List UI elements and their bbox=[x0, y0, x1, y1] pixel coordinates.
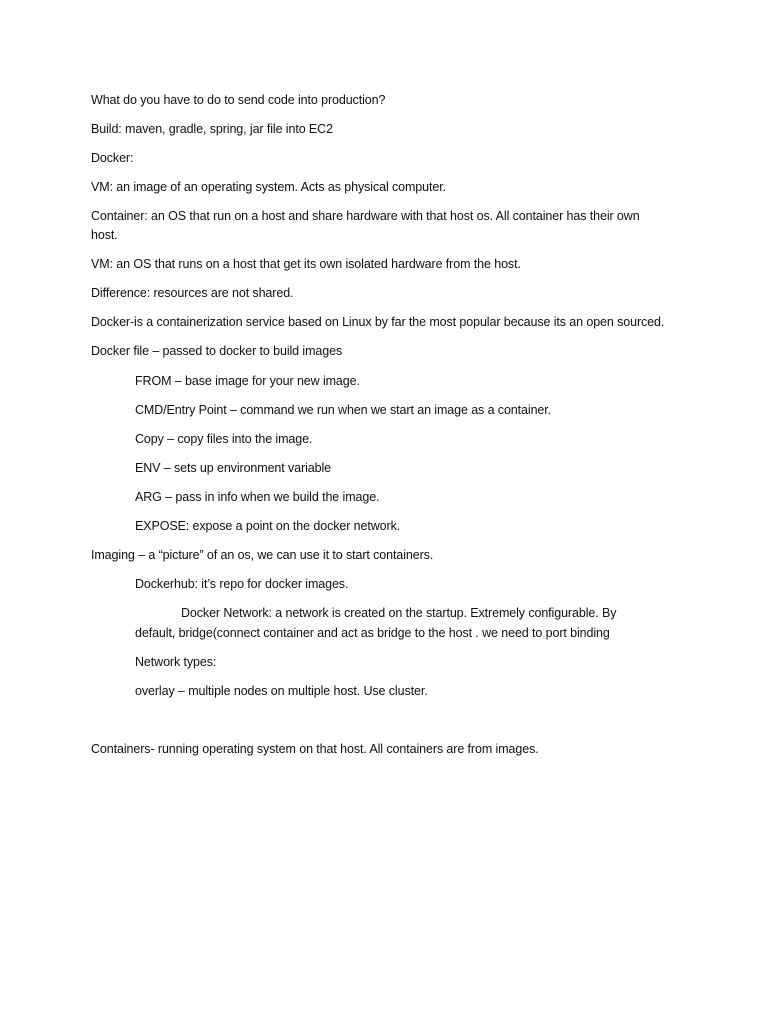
cmd-instruction-line: CMD/Entry Point – command we run when we start an image as a container. bbox=[135, 403, 552, 417]
network-types-line: Network types: bbox=[135, 655, 217, 669]
vm-os-line: VM: an OS that runs on a host that get its own isolated hardware from the host. bbox=[91, 257, 521, 271]
build-line: Build: maven, gradle, spring, jar file into EC2 bbox=[91, 122, 333, 136]
env-instruction-line: ENV – sets up environment variable bbox=[135, 461, 332, 475]
docker-network-line: Docker Network: a network is created on the startup. Extremely configurable. By bbox=[181, 606, 617, 620]
containers-line: Containers- running operating system on that host. All containers are from images. bbox=[91, 742, 539, 756]
overlay-line: overlay – multiple nodes on multiple host. Use cluster. bbox=[135, 684, 428, 698]
vm-definition-line: VM: an image of an operating system. Acts as physical computer. bbox=[91, 180, 446, 194]
dockerhub-line: Dockerhub: it’s repo for docker images. bbox=[135, 577, 349, 591]
copy-instruction-line: Copy – copy files into the image. bbox=[135, 432, 313, 446]
docker-heading: Docker: bbox=[91, 151, 134, 165]
docker-network-continuation: default, bridge(connect container and act as bridge to the host . we need to port binding bbox=[135, 626, 610, 640]
container-definition-continuation: host. bbox=[91, 228, 118, 242]
dockerfile-line: Docker file – passed to docker to build images bbox=[91, 344, 343, 358]
container-definition-line: Container: an OS that run on a host and share hardware with that host os. All container has their own bbox=[91, 209, 640, 223]
expose-instruction-line: EXPOSE: expose a point on the docker network. bbox=[135, 519, 401, 533]
imaging-line: Imaging – a “picture” of an os, we can use it to start containers. bbox=[91, 548, 434, 562]
from-instruction-line: FROM – base image for your new image. bbox=[135, 374, 360, 388]
docker-definition-line: Docker-is a containerization service based on Linux by far the most popular because its an open sourced. bbox=[91, 315, 665, 329]
arg-instruction-line: ARG – pass in info when we build the image. bbox=[135, 490, 380, 504]
difference-line: Difference: resources are not shared. bbox=[91, 286, 294, 300]
question-line: What do you have to do to send code into production? bbox=[91, 93, 386, 107]
